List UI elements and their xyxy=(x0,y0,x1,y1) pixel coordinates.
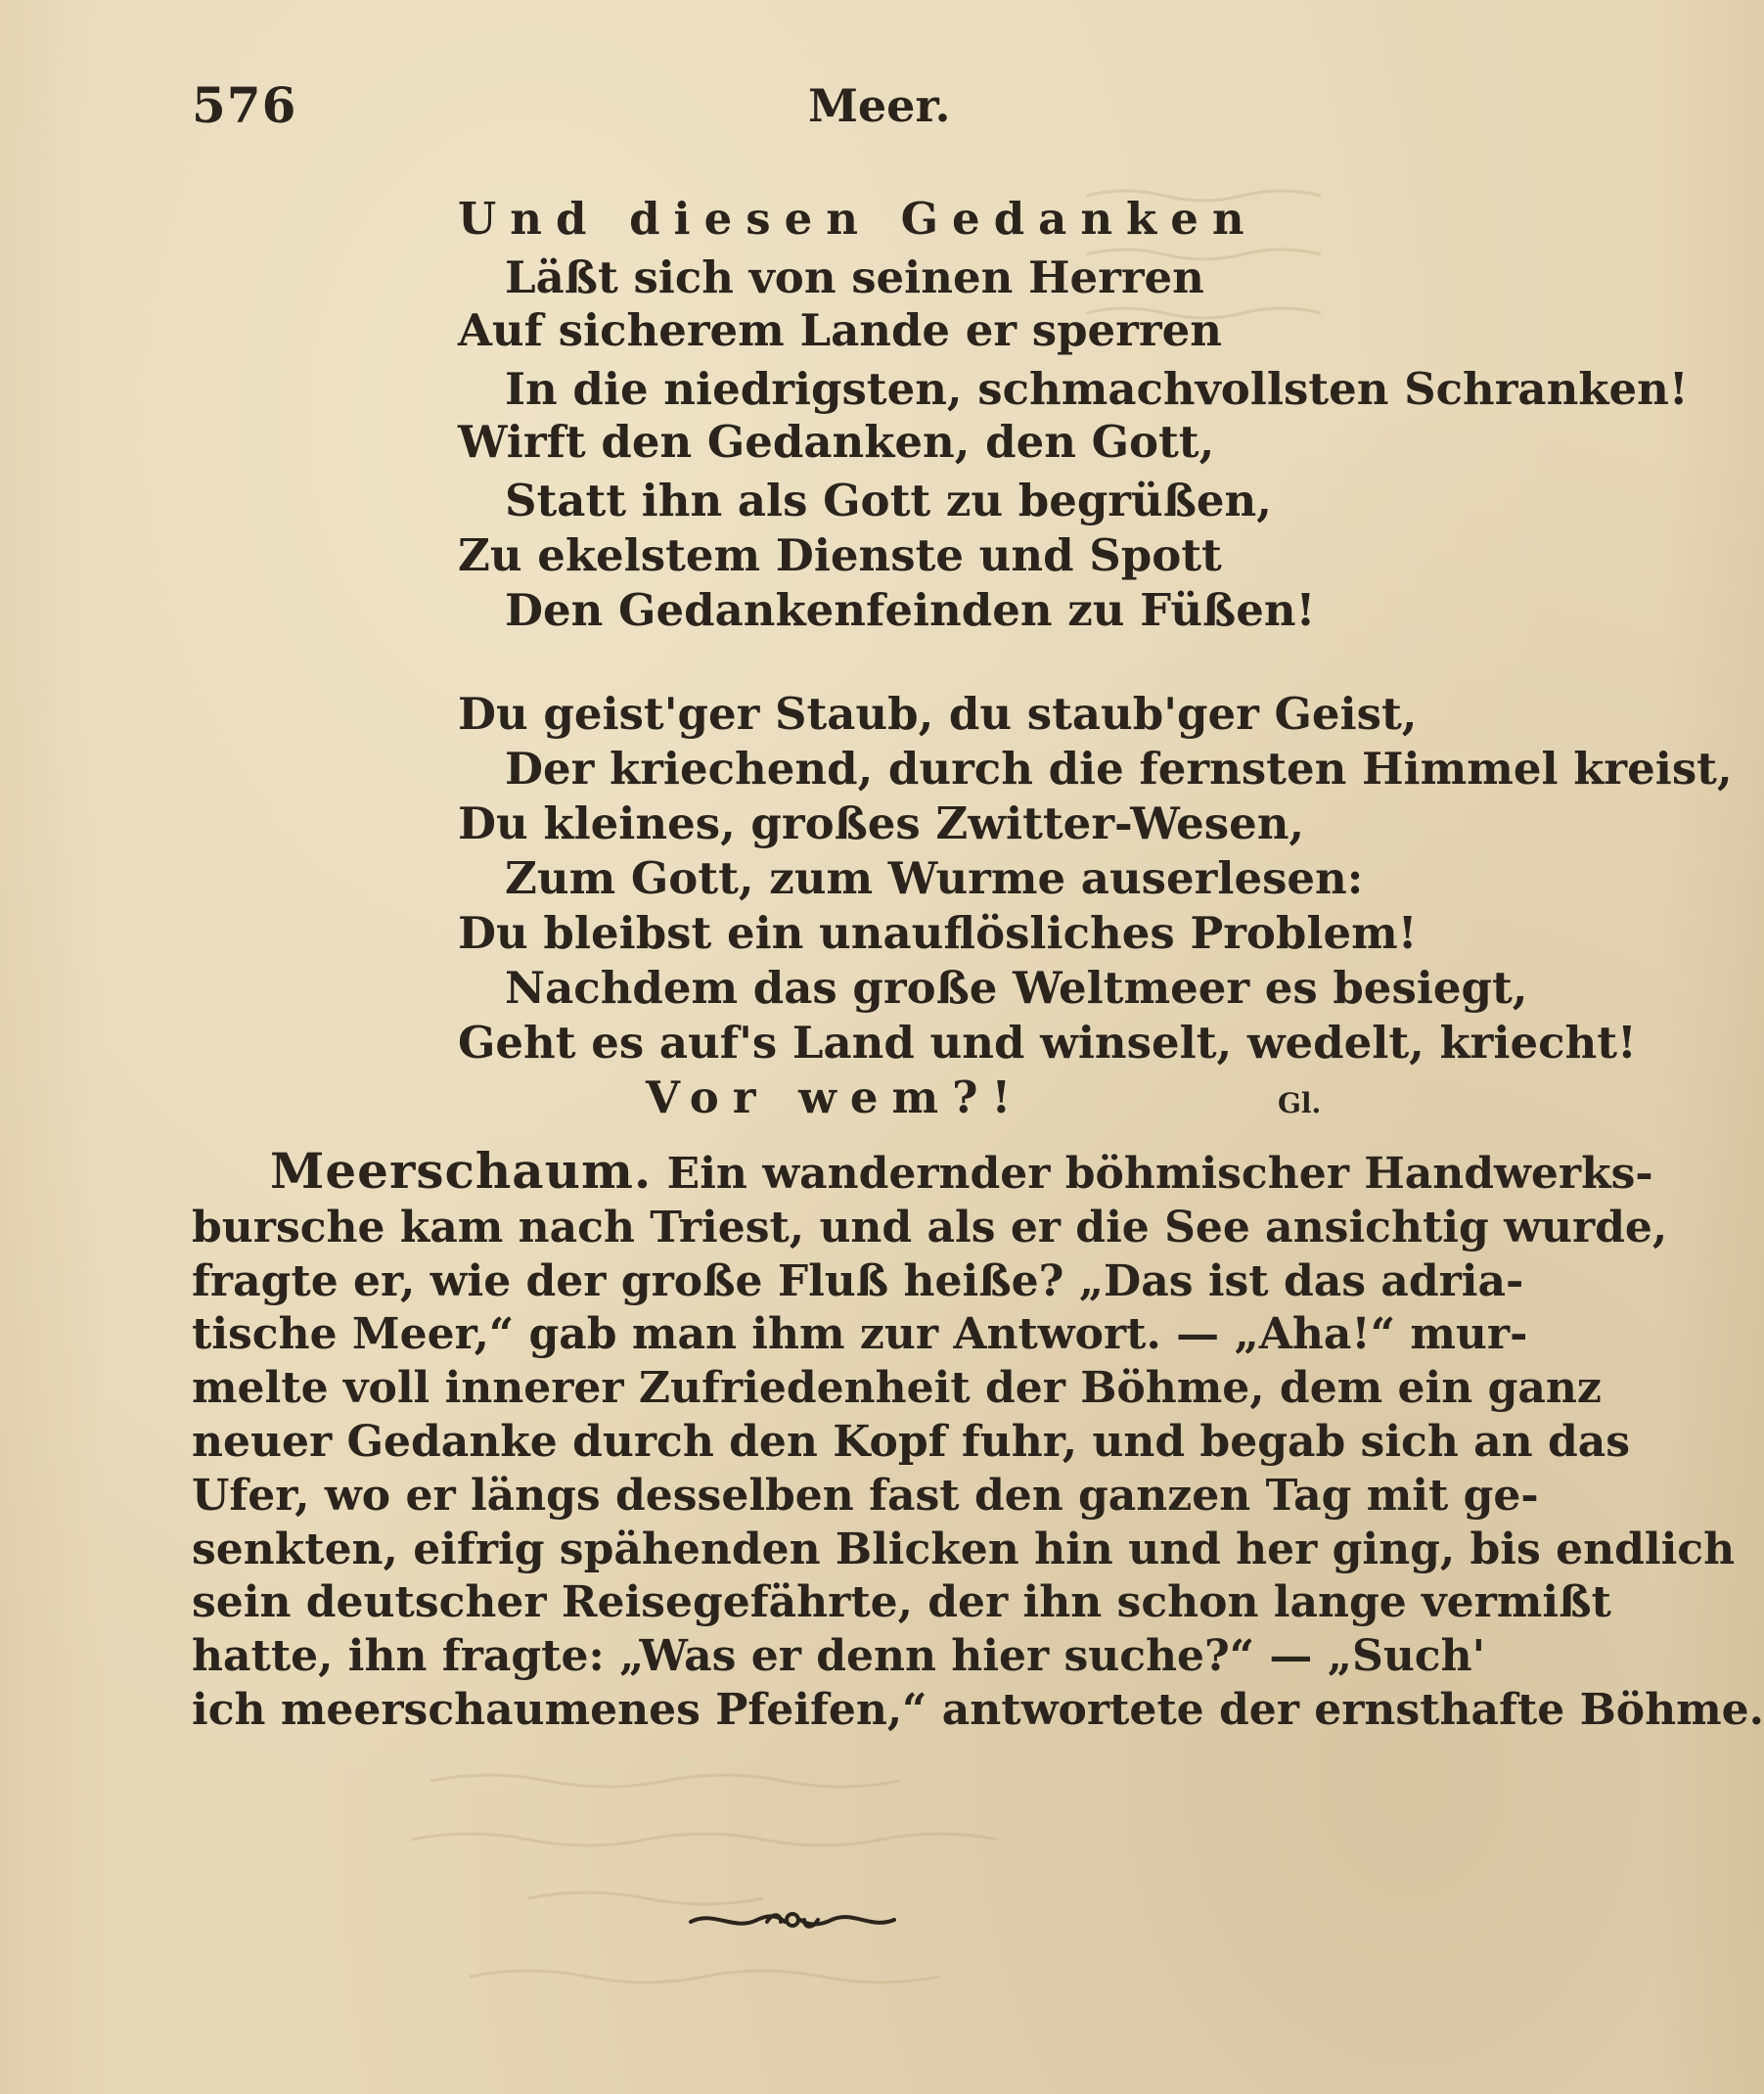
running-head: Meer. xyxy=(808,79,951,132)
verse-line: Du bleibst ein unauflösliches Problem! xyxy=(458,907,1418,959)
verse-line: Vor wem?! xyxy=(646,1071,1025,1123)
dictionary-entry xyxy=(192,1142,1764,1738)
entry-line: Ufer, wo er längs desselben fast den ganzen Tag mit ge- xyxy=(192,1470,1539,1521)
entry-line: senkten, eifrig spähenden Blicken hin und her ging, bis endlich xyxy=(192,1524,1736,1574)
entry-line: neuer Gedanke durch den Kopf fuhr, und begab sich an das xyxy=(192,1416,1631,1467)
verse-line: Statt ihn als Gott zu begrüßen, xyxy=(505,475,1272,526)
entry-line: fragte er, wie der große Fluß heiße? „Das ist das adria- xyxy=(192,1255,1524,1306)
verse-line: Und diesen Gedanken xyxy=(458,193,1258,245)
verse-line: Zu ekelstem Dienste und Spott xyxy=(458,529,1222,581)
verse-line: Der kriechend, durch die fernsten Himmel kreist, xyxy=(505,743,1733,795)
verse-line: In die niedrigsten, schmachvollsten Schranken! xyxy=(505,363,1689,415)
verse-line: Wirft den Gedanken, den Gott, xyxy=(458,416,1215,468)
page-number: 576 xyxy=(192,76,297,134)
entry-line: sein deutscher Reisegefährte, der ihn schon lange vermißt xyxy=(192,1577,1611,1628)
entry-line: tische Meer,“ gab man ihm zur Antwort. — „Aha!“ mur- xyxy=(192,1309,1528,1360)
entry-line: melte voll innerer Zufriedenheit der Böhme, dem ein ganz xyxy=(192,1363,1602,1414)
entry-line: hatte, ihn fragte: „Was er denn hier suche?“ — „Such' xyxy=(192,1631,1486,1682)
verse-line: Du kleines, großes Zwitter-Wesen, xyxy=(458,797,1305,849)
author-signature: Gl. xyxy=(1278,1087,1322,1119)
headword: Meerschaum. xyxy=(270,1142,653,1200)
scroll-flourish-icon xyxy=(685,1900,900,1939)
verse-line: Du geist'ger Staub, du staub'ger Geist, xyxy=(458,688,1418,740)
entry-line: Ein wandernder böhmischer Handwerks- xyxy=(666,1149,1653,1199)
verse-line: Geht es auf's Land und winselt, wedelt, kriecht! xyxy=(458,1017,1637,1069)
verse-line: Den Gedankenfeinden zu Füßen! xyxy=(505,584,1316,636)
verse-line: Auf sicherem Lande er sperren xyxy=(458,304,1222,356)
verse-line: Läßt sich von seinen Herren xyxy=(505,251,1204,303)
verse-line: Zum Gott, zum Wurme auserlesen: xyxy=(505,852,1364,904)
entry-line: bursche kam nach Triest, und als er die See ansichtig wurde, xyxy=(192,1202,1668,1252)
verse-line: Nachdem das große Weltmeer es besiegt, xyxy=(505,962,1528,1014)
entry-first-line xyxy=(192,1142,1653,1202)
entry-line: ich meerschaumenes Pfeifen,“ antwortete der ernsthafte Böhme. xyxy=(192,1684,1764,1735)
